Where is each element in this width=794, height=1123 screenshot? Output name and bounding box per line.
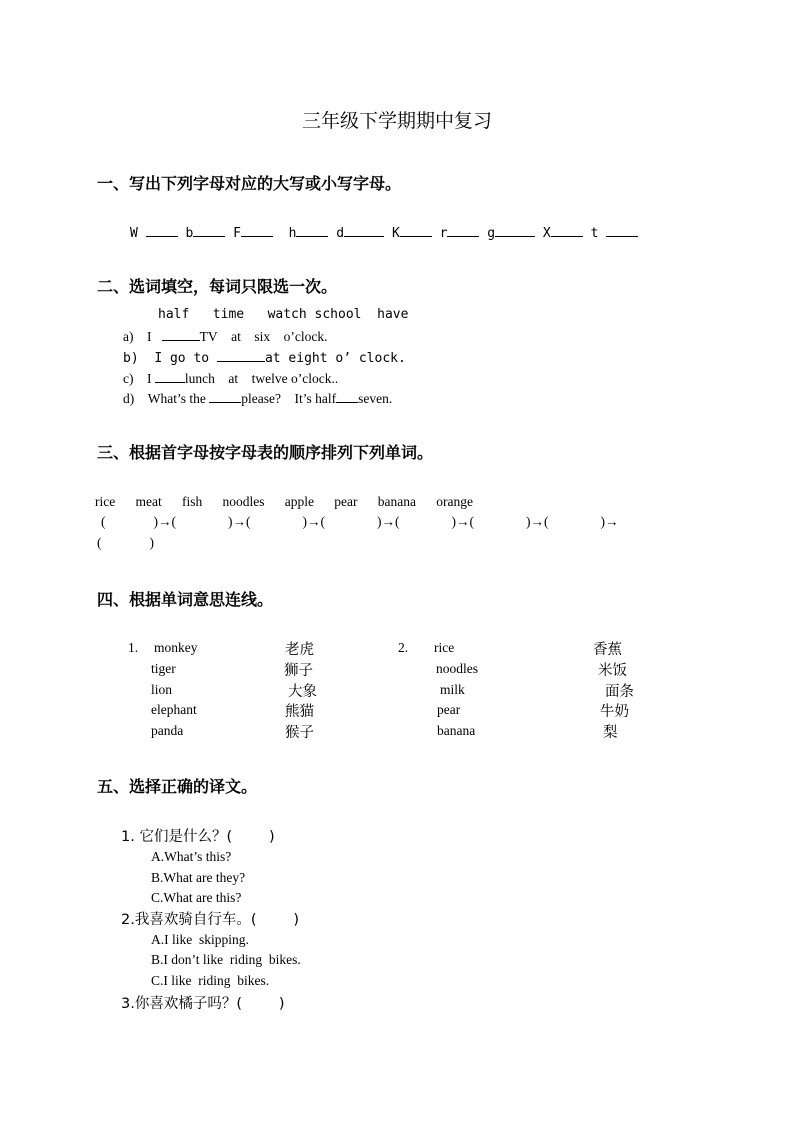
letter: g <box>487 226 496 241</box>
group-1-number: 1. <box>128 640 139 655</box>
sort-word: rice <box>95 494 116 509</box>
question-d: d) What’s the please? It’s half seven. <box>123 391 393 406</box>
match-zh: 牛奶 <box>600 704 629 720</box>
letter-row <box>130 224 638 241</box>
letter: r <box>439 226 448 241</box>
section-1-heading: 一、写出下列字母对应的大写或小写字母。 <box>97 174 402 193</box>
sort-word: orange <box>436 494 473 509</box>
group-2-number: 2. <box>398 640 409 655</box>
match-zh: 面条 <box>605 684 634 700</box>
sort-word: banana <box>377 494 416 509</box>
match-zh: 老虎 <box>285 642 314 658</box>
section-3-heading: 三、根据首字母按字母表的顺序排列下列单词。 <box>97 443 434 462</box>
letter: W <box>130 226 138 241</box>
translation-question: 2.我喜欢骑自行车。( ) <box>121 912 300 928</box>
question-a: a) I TV at six o’clock. <box>123 329 328 344</box>
match-en: panda <box>151 723 184 738</box>
match-en: milk <box>440 682 465 697</box>
answer-option: C.I like riding bikes. <box>151 973 270 988</box>
letter: b <box>185 226 194 241</box>
letter: K <box>391 226 400 241</box>
answer-option: A.What’s this? <box>151 849 232 864</box>
letter: h <box>288 226 297 241</box>
translation-question: 1. 它们是什么？( ) <box>121 829 275 845</box>
letter: X <box>542 226 551 241</box>
sort-words <box>95 494 473 510</box>
letter: d <box>336 226 345 241</box>
section-4-heading: 四、根据单词意思连线。 <box>97 590 274 609</box>
question-b: b) I go to at eight o’ clock. <box>123 351 406 366</box>
match-zh: 米饭 <box>598 663 627 679</box>
letter: F <box>233 226 241 241</box>
answer-option: B.I don’t like riding bikes. <box>151 952 301 967</box>
section-5-heading: 五、选择正确的译文。 <box>97 777 258 796</box>
sort-word: meat <box>135 494 162 509</box>
question-c: c) I lunch at twelve o’clock.. <box>123 371 339 386</box>
match-en: rice <box>434 640 455 655</box>
sort-blanks: ( )→( )→( )→( )→( )→( )→( )→ <box>101 514 619 529</box>
answer-option: B.What are they? <box>151 870 246 885</box>
match-en: monkey <box>154 640 198 655</box>
match-en: banana <box>437 723 476 738</box>
match-zh: 熊猫 <box>285 704 314 720</box>
match-en: elephant <box>151 702 197 717</box>
sort-word: pear <box>334 494 358 509</box>
match-en: pear <box>437 702 461 717</box>
page-title: 三年级下学期期中复习 <box>301 111 492 132</box>
sort-word: noodles <box>222 494 265 509</box>
match-en: lion <box>151 682 173 697</box>
word-bank: half time watch school have <box>158 307 409 322</box>
section-2-heading: 二、选词填空，每词只限选一次。 <box>97 277 338 296</box>
match-zh: 香蕉 <box>593 642 622 658</box>
match-zh: 猴子 <box>285 725 314 741</box>
answer-option: A.I like skipping. <box>151 932 249 947</box>
translation-question: 3.你喜欢橘子吗？( ) <box>121 996 285 1012</box>
answer-option: C.What are this? <box>151 890 242 905</box>
match-zh: 梨 <box>603 725 618 741</box>
letter: t <box>590 226 599 241</box>
match-en: tiger <box>151 661 176 676</box>
sort-word: apple <box>284 494 314 509</box>
match-en: noodles <box>436 661 478 676</box>
sort-word: fish <box>181 494 203 509</box>
match-zh: 狮子 <box>284 663 313 679</box>
sort-blank-last: ( ) <box>97 535 154 550</box>
match-zh: 大象 <box>288 684 317 700</box>
